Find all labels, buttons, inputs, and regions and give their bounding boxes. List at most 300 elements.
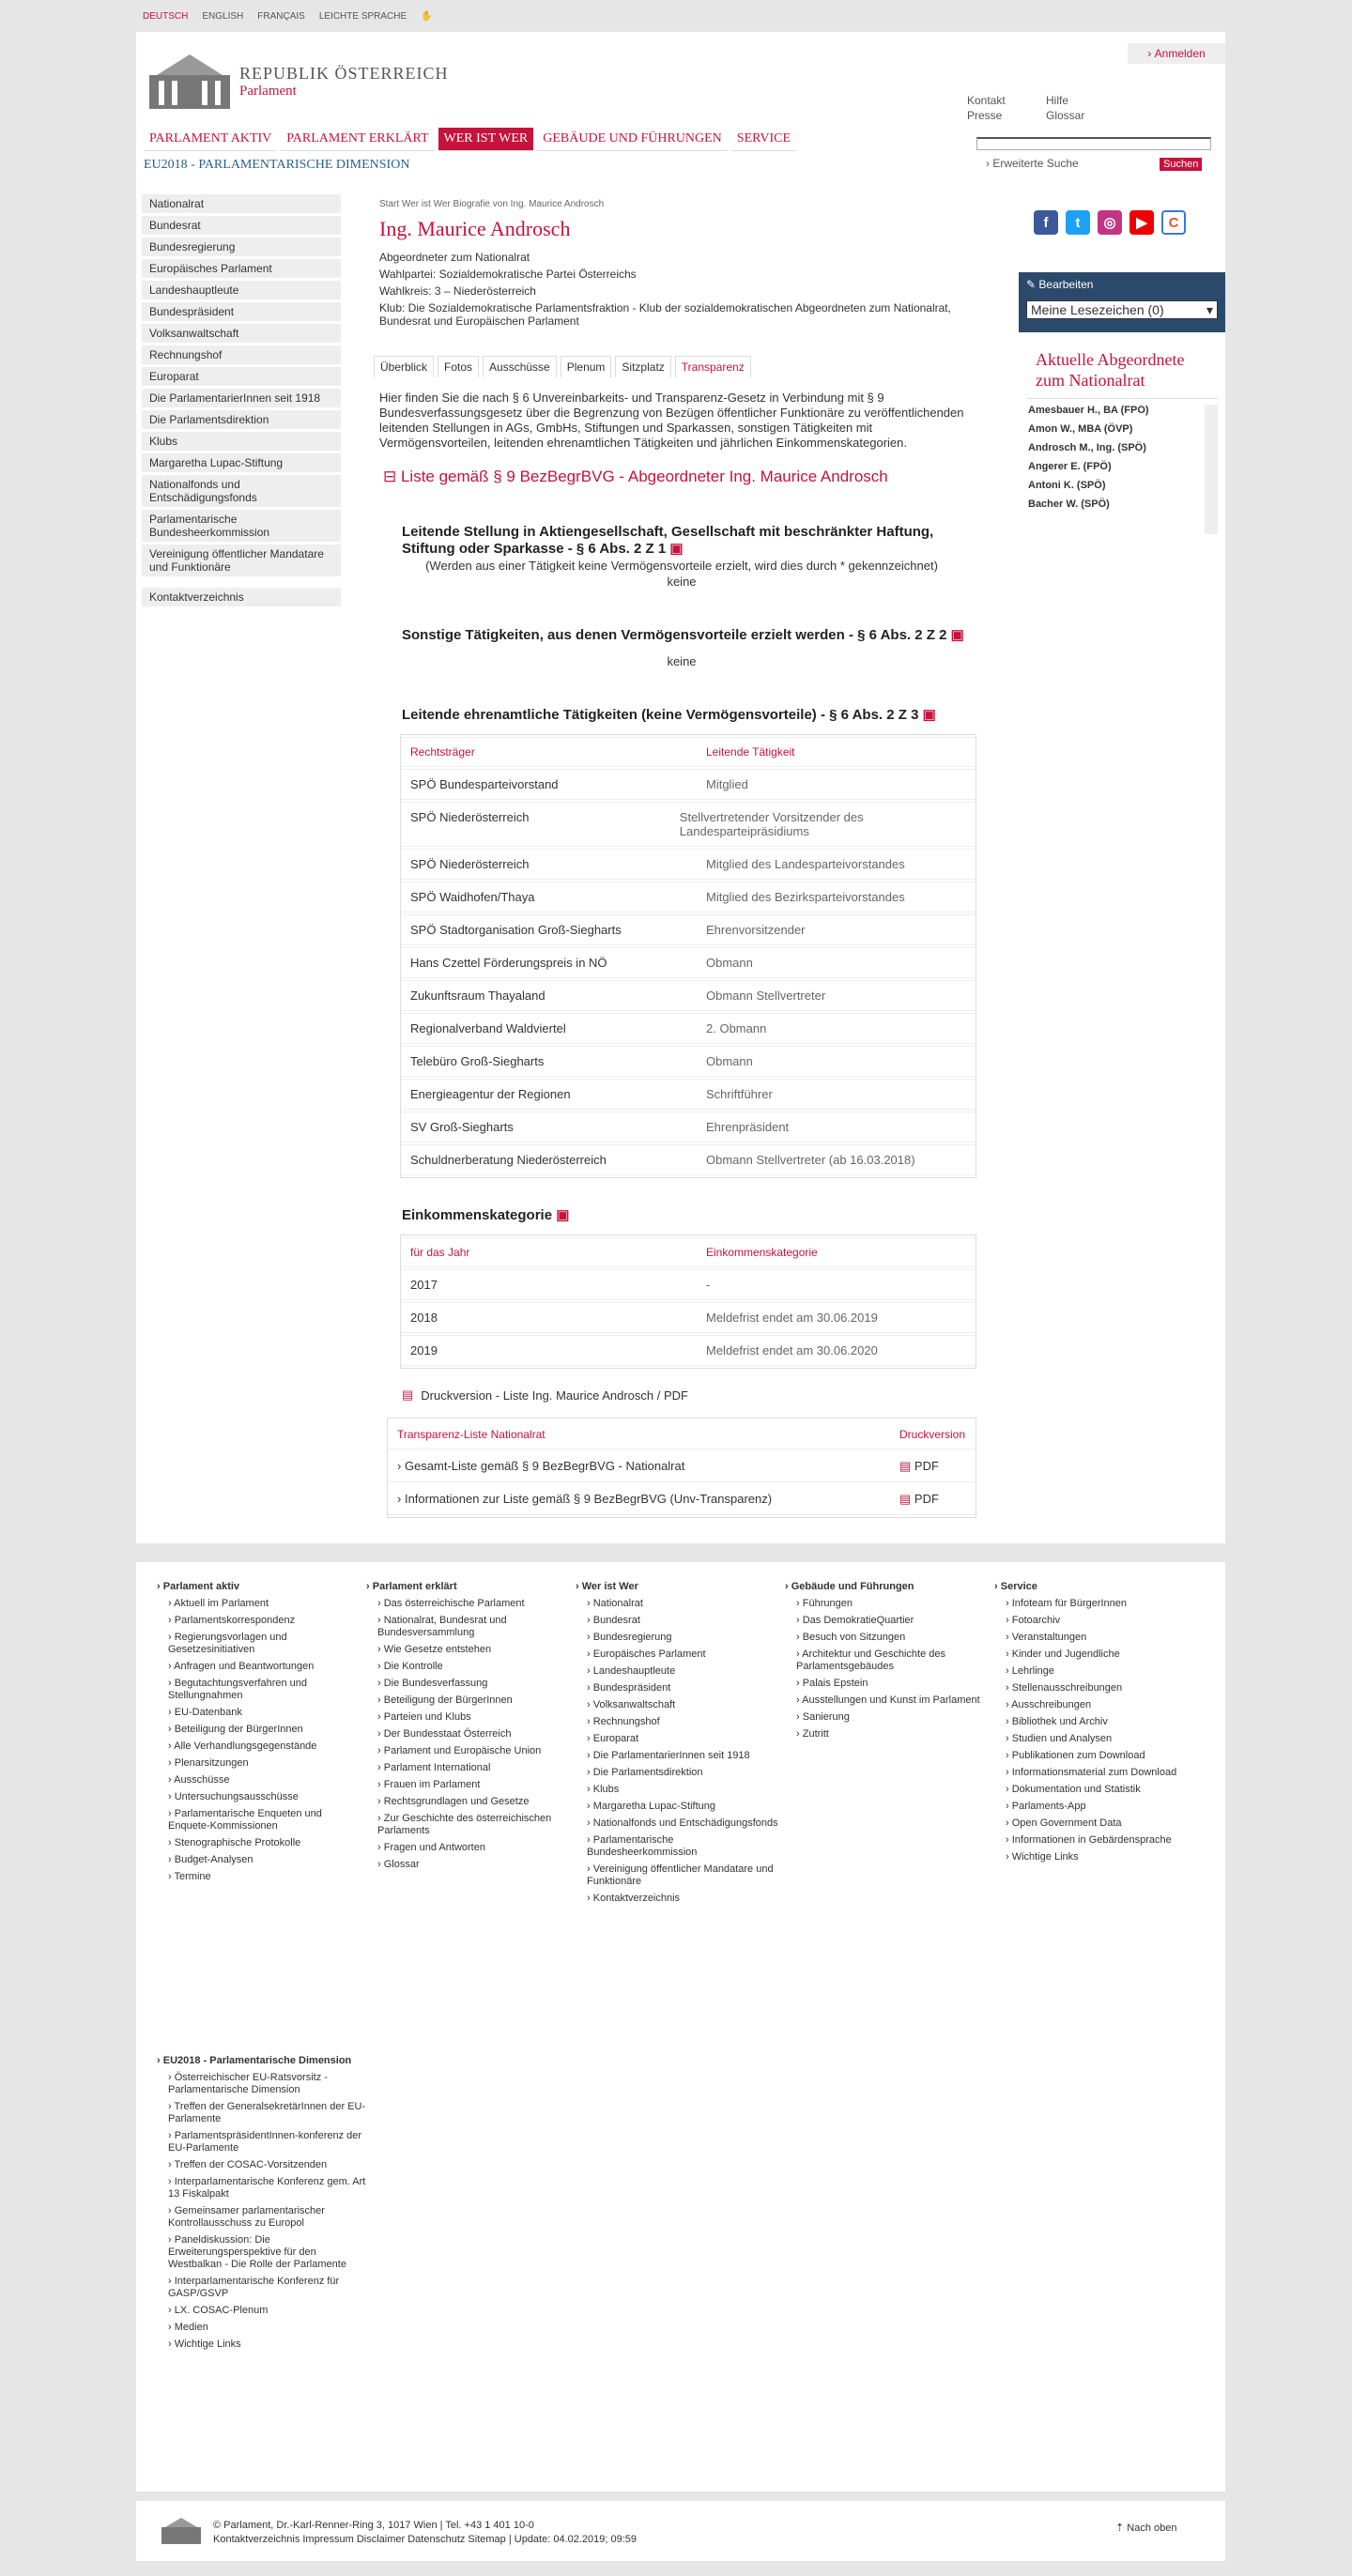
sidebar-item[interactable]: Landeshauptleute bbox=[142, 281, 341, 299]
footer-link[interactable] bbox=[1006, 1834, 1204, 1847]
footer-link[interactable] bbox=[587, 1733, 785, 1745]
nav-parlament-erklaert[interactable]: PARLAMENT ERKLÄRT bbox=[281, 128, 434, 151]
footer-link[interactable] bbox=[377, 1615, 576, 1639]
footer-link-label: Ausschüsse bbox=[174, 1774, 230, 1786]
footer-link[interactable] bbox=[168, 1757, 366, 1770]
chevron-right-icon: › bbox=[377, 1796, 384, 1807]
footer-link[interactable] bbox=[377, 1644, 576, 1656]
chevron-right-icon: › bbox=[168, 2072, 175, 2083]
footer-link[interactable] bbox=[168, 1632, 366, 1656]
footer-link[interactable] bbox=[1006, 1801, 1204, 1813]
facebook-icon[interactable]: f bbox=[1034, 210, 1058, 235]
sidebar-item[interactable]: Europarat bbox=[142, 367, 341, 386]
sidebar-item[interactable]: Die ParlamentarierInnen seit 1918 bbox=[142, 389, 341, 407]
address: © Parlament, Dr.-Karl-Renner-Ring 3, 1017 Wien | Tel. +43 1 401 10-0 bbox=[213, 2520, 534, 2531]
footer-link[interactable] bbox=[796, 1678, 994, 1690]
footer-link[interactable] bbox=[168, 2101, 366, 2125]
footer-link-label: Wichtige Links bbox=[174, 2338, 241, 2350]
table-row bbox=[401, 1112, 976, 1142]
chevron-right-icon: › bbox=[168, 1707, 175, 1718]
footer-link-label: Open Government Data bbox=[1011, 1817, 1122, 1829]
footer-heading[interactable] bbox=[157, 1581, 366, 1592]
footer-link[interactable] bbox=[587, 1682, 785, 1694]
sidebar-item[interactable]: Europäisches Parlament bbox=[142, 259, 341, 278]
footer-link[interactable] bbox=[168, 1598, 366, 1610]
footer-link[interactable] bbox=[377, 1762, 576, 1774]
chevron-right-icon: › bbox=[587, 1699, 593, 1710]
footer-link[interactable] bbox=[796, 1728, 994, 1740]
breadcrumb[interactable]: Start Wer ist Wer Biografie von Ing. Maurice Androsch bbox=[379, 199, 605, 209]
footer-link-label: Architektur und Geschichte des Parlamentsgebäudes bbox=[796, 1648, 945, 1672]
chevron-right-icon: › bbox=[168, 2276, 175, 2287]
instagram-icon[interactable]: ◎ bbox=[1098, 210, 1122, 235]
footer-link[interactable] bbox=[587, 1716, 785, 1728]
footer-link-label: Wichtige Links bbox=[1011, 1851, 1079, 1863]
footer-link[interactable] bbox=[796, 1648, 994, 1673]
table-row bbox=[388, 1451, 976, 1482]
table-row bbox=[401, 1269, 976, 1300]
footer-link[interactable] bbox=[1006, 1632, 1204, 1644]
chevron-right-icon: › bbox=[168, 2322, 175, 2333]
footer-link[interactable] bbox=[168, 2176, 366, 2200]
footer-link[interactable] bbox=[796, 1615, 994, 1627]
footer-link-label: Interparlamentarische Konferenz gem. Art 13 Fiskalpakt bbox=[168, 2176, 366, 2200]
footer-link[interactable] bbox=[587, 1817, 785, 1830]
bookmark-panel bbox=[1019, 272, 1225, 332]
footer-link[interactable] bbox=[168, 1724, 366, 1736]
link-presse[interactable]: Presse bbox=[967, 109, 1003, 122]
nav-parlament-aktiv[interactable]: PARLAMENT AKTIV bbox=[144, 128, 277, 151]
list-link-label: Gesamt-Liste gemäß § 9 BezBegrBVG - Nationalrat bbox=[404, 1459, 685, 1473]
info-icon[interactable]: ▣ bbox=[922, 707, 936, 723]
footer-link-label: Untersuchungsausschüsse bbox=[174, 1791, 299, 1802]
footer-link-label: Termine bbox=[174, 1871, 211, 1882]
footer-link[interactable] bbox=[587, 1893, 785, 1905]
table-row bbox=[401, 882, 976, 912]
chevron-right-icon: › bbox=[1006, 1801, 1012, 1812]
footer-link[interactable] bbox=[1006, 1682, 1204, 1694]
footer-link[interactable] bbox=[168, 2234, 366, 2271]
footer-link-label: Nationalfonds und Entschädigungsfonds bbox=[592, 1817, 778, 1829]
footer-link-label: EU-Datenbank bbox=[174, 1707, 242, 1718]
footer-link-label: Treffen der COSAC-Vorsitzenden bbox=[174, 2159, 328, 2170]
footer-link[interactable] bbox=[1006, 1817, 1204, 1830]
nav-service[interactable]: SERVICE bbox=[731, 128, 796, 151]
member-item[interactable]: Antoni K. (SPÖ) bbox=[1028, 480, 1106, 491]
footer-link[interactable] bbox=[168, 1615, 366, 1627]
logo[interactable] bbox=[147, 51, 449, 113]
footer-link[interactable] bbox=[377, 1859, 576, 1871]
footer-link-label: Kinder und Jugendliche bbox=[1011, 1648, 1120, 1660]
footer-link[interactable] bbox=[1006, 1767, 1204, 1779]
footer-link[interactable] bbox=[168, 2276, 366, 2300]
footer-link[interactable] bbox=[377, 1779, 576, 1791]
chevron-right-icon: › bbox=[1006, 1767, 1012, 1778]
chevron-right-icon: › bbox=[168, 1678, 175, 1689]
footer-link[interactable] bbox=[168, 2130, 366, 2154]
sidebar-item[interactable]: Rechnungshof bbox=[142, 345, 341, 364]
advanced-search-link[interactable]: › Erweiterte Suche bbox=[986, 157, 1079, 170]
chevron-right-icon: › bbox=[1006, 1733, 1012, 1744]
footer-link[interactable] bbox=[1006, 1648, 1204, 1661]
footer-link[interactable] bbox=[1006, 1750, 1204, 1762]
main-nav bbox=[144, 128, 800, 151]
sidebar-item[interactable]: Klubs bbox=[142, 432, 341, 451]
footer-link[interactable] bbox=[377, 1728, 576, 1740]
chevron-right-icon: › bbox=[377, 1598, 384, 1609]
transparency-list-table bbox=[387, 1418, 976, 1518]
footer-link-label: Parlamentarische Bundesheerkommission bbox=[587, 1834, 698, 1858]
print-link[interactable] bbox=[402, 1388, 990, 1403]
sidebar-item[interactable]: Kontaktverzeichnis bbox=[142, 588, 341, 606]
footer-link[interactable] bbox=[377, 1813, 576, 1837]
footer-heading[interactable] bbox=[785, 1581, 994, 1592]
table-cell: Meldefrist endet am 30.06.2020 bbox=[706, 1343, 878, 1357]
sidebar-item[interactable]: Die Parlamentsdirektion bbox=[142, 410, 341, 429]
footer-link[interactable] bbox=[587, 1648, 785, 1661]
sidebar-item[interactable]: Margaretha Lupac-Stiftung bbox=[142, 453, 341, 472]
footer-link[interactable] bbox=[587, 1699, 785, 1711]
tab-sitzplatz[interactable]: Sitzplatz bbox=[615, 356, 670, 377]
chevron-right-icon: › bbox=[587, 1767, 593, 1778]
table-cell: Obmann Stellvertreter (ab 16.03.2018) bbox=[706, 1153, 915, 1167]
footer-link[interactable] bbox=[1006, 1615, 1204, 1627]
footer-link-label: Zutritt bbox=[802, 1728, 829, 1740]
link-glossar[interactable]: Glossar bbox=[1046, 109, 1085, 122]
table-row bbox=[401, 1335, 976, 1366]
table-row bbox=[401, 849, 976, 880]
right-sidebar bbox=[1019, 192, 1225, 537]
member-item[interactable]: Amon W., MBA (ÖVP) bbox=[1028, 423, 1133, 435]
bottom-bar bbox=[136, 2501, 1225, 2561]
sidebar-item[interactable]: Parlamentarische Bundesheerkommission bbox=[142, 510, 341, 542]
chevron-right-icon: › bbox=[994, 1581, 1001, 1592]
footer-link[interactable] bbox=[377, 1694, 576, 1707]
footer-link[interactable] bbox=[168, 2322, 366, 2334]
table-cell: Ehrenvorsitzender bbox=[706, 923, 806, 937]
youtube-icon[interactable]: ▶ bbox=[1129, 210, 1154, 235]
column-header: für das Jahr bbox=[410, 1246, 470, 1259]
footer-column bbox=[157, 2055, 366, 2473]
footer-link[interactable] bbox=[587, 1750, 785, 1762]
footer-link[interactable] bbox=[168, 2205, 366, 2230]
footer-heading[interactable] bbox=[157, 2055, 366, 2066]
tab-plenum[interactable]: Plenum bbox=[561, 356, 612, 377]
tab-ausschuesse[interactable]: Ausschüsse bbox=[483, 356, 557, 377]
sign-language-icon[interactable]: ✋ bbox=[421, 11, 433, 22]
member-item[interactable]: Bacher W. (SPÖ) bbox=[1028, 498, 1110, 510]
chevron-right-icon: › bbox=[168, 2159, 175, 2170]
footer-link[interactable] bbox=[168, 2338, 366, 2351]
footer-link[interactable] bbox=[377, 1678, 576, 1690]
advanced-search-label: Erweiterte Suche bbox=[992, 157, 1079, 170]
sidebar-item[interactable]: Nationalfonds und Entschädigungsfonds bbox=[142, 475, 341, 507]
header-links bbox=[967, 94, 1121, 122]
search-button[interactable]: Suchen bbox=[1160, 158, 1202, 171]
footer-link[interactable] bbox=[377, 1842, 576, 1854]
chevron-right-icon: › bbox=[1006, 1834, 1012, 1846]
footer-link[interactable] bbox=[377, 1598, 576, 1610]
chevron-right-icon: › bbox=[796, 1711, 803, 1723]
pdf-link-label: PDF bbox=[914, 1492, 939, 1506]
footer-link[interactable] bbox=[1006, 1851, 1204, 1863]
footer-link[interactable] bbox=[796, 1632, 994, 1644]
tab-transparenz[interactable]: Transparenz bbox=[675, 356, 751, 377]
footer-heading[interactable] bbox=[994, 1581, 1204, 1592]
bookmark-panel-title bbox=[1026, 278, 1218, 291]
chevron-right-icon: › bbox=[168, 1791, 175, 1802]
chevron-right-icon: › bbox=[587, 1682, 593, 1694]
footer-column bbox=[785, 1581, 994, 2027]
chevron-right-icon: › bbox=[168, 2305, 175, 2316]
info-icon[interactable]: ▣ bbox=[950, 627, 964, 643]
section-heading bbox=[402, 1206, 990, 1223]
footer-link[interactable] bbox=[1006, 1784, 1204, 1796]
arrow-up-icon: ⇡ bbox=[1115, 2522, 1128, 2534]
footer-link-label: Plenarsitzungen bbox=[174, 1757, 249, 1769]
sidebar-item[interactable]: Volksanwaltschaft bbox=[142, 324, 341, 343]
chevron-right-icon: › bbox=[168, 1724, 175, 1735]
footer-link[interactable] bbox=[587, 1598, 785, 1610]
footer-link[interactable] bbox=[377, 1661, 576, 1673]
login-button[interactable] bbox=[1128, 43, 1225, 64]
footer-link-label: Wie Gesetze entstehen bbox=[383, 1644, 492, 1655]
footer-link-label: Stenographische Protokolle bbox=[174, 1837, 301, 1848]
footer-link[interactable] bbox=[796, 1711, 994, 1724]
footer-link[interactable] bbox=[168, 1740, 366, 1753]
tab-ueberblick[interactable]: Überblick bbox=[374, 356, 434, 377]
bookmarks-select[interactable] bbox=[1026, 300, 1218, 319]
footer-link[interactable] bbox=[1006, 1716, 1204, 1728]
footer-link[interactable] bbox=[1006, 1598, 1204, 1610]
parliament-logo-icon[interactable] bbox=[161, 2516, 202, 2546]
footer-heading-label: Service bbox=[1000, 1581, 1037, 1592]
link-hilfe[interactable]: Hilfe bbox=[1046, 94, 1069, 107]
sidebar-item[interactable]: Bundesrat bbox=[142, 216, 341, 235]
footer-link[interactable] bbox=[168, 1791, 366, 1803]
sidebar-item[interactable]: Vereinigung öffentlicher Mandatare und Funktionäre bbox=[142, 544, 341, 576]
footer-link-label: Landeshauptleute bbox=[592, 1665, 676, 1677]
footer-heading[interactable] bbox=[366, 1581, 576, 1592]
section-note: (Werden aus einer Tätigkeit keine Vermögensvorteile erzielt, wird dies durch * gekennzeichnet) bbox=[425, 559, 938, 573]
chevron-right-icon: › bbox=[168, 2234, 175, 2246]
chevron-right-icon: › bbox=[168, 2130, 175, 2141]
link-kontakt[interactable]: Kontakt bbox=[967, 94, 1006, 107]
table-cell: Zukunftsraum Thayaland bbox=[410, 989, 545, 1003]
print-link-label: Druckversion - Liste Ing. Maurice Androsch / PDF bbox=[421, 1388, 688, 1403]
footer-link[interactable] bbox=[168, 2305, 366, 2317]
footer-link[interactable] bbox=[377, 1711, 576, 1724]
liste-heading[interactable] bbox=[383, 468, 990, 486]
footer-link[interactable] bbox=[168, 1837, 366, 1849]
footer-link[interactable] bbox=[587, 1834, 785, 1859]
chevron-right-icon: › bbox=[377, 1678, 384, 1689]
app-icon[interactable]: C bbox=[1161, 210, 1186, 235]
chevron-right-icon: › bbox=[1006, 1598, 1012, 1609]
member-item[interactable]: Angerer E. (FPÖ) bbox=[1028, 461, 1112, 472]
table-cell: Ehrenpräsident bbox=[706, 1120, 790, 1134]
footer-link-label: Der Bundesstaat Österreich bbox=[383, 1728, 512, 1740]
table-cell: Energieagentur der Regionen bbox=[410, 1087, 571, 1101]
spacer bbox=[374, 1518, 990, 1529]
chevron-right-icon: › bbox=[587, 1665, 593, 1677]
main-content bbox=[362, 192, 1001, 1529]
footer-link[interactable] bbox=[168, 2072, 366, 2096]
chevron-right-icon: › bbox=[576, 1581, 582, 1592]
chevron-right-icon: › bbox=[377, 1745, 384, 1756]
lang-francais[interactable]: FRANÇAIS bbox=[257, 11, 305, 22]
chevron-right-icon: › bbox=[587, 1632, 593, 1643]
footer-link-label: Sanierung bbox=[802, 1711, 850, 1723]
footer-link-label: Die Bundesverfassung bbox=[383, 1678, 488, 1689]
nav-wer-ist-wer[interactable]: WER IST WER bbox=[438, 128, 534, 151]
footer-link-label: Das DemokratieQuartier bbox=[802, 1615, 914, 1626]
footer-link[interactable] bbox=[587, 1767, 785, 1779]
pdf-icon: ▤ bbox=[899, 1492, 914, 1506]
lang-deutsch[interactable]: DEUTSCH bbox=[143, 11, 189, 22]
login-label: Anmelden bbox=[1154, 47, 1206, 60]
collapse-icon: ⊟ bbox=[383, 468, 401, 485]
chevron-right-icon: › bbox=[587, 1648, 593, 1660]
footer-info bbox=[213, 2520, 637, 2545]
chevron-right-icon: › bbox=[397, 1492, 405, 1506]
info-line: Wahlkreis: 3 – Niederösterreich bbox=[379, 284, 536, 298]
footer-link-label: Bundespräsident bbox=[592, 1682, 671, 1694]
language-bar bbox=[143, 11, 433, 22]
table-row bbox=[401, 1046, 976, 1077]
table-cell: Obmann Stellvertreter bbox=[706, 989, 826, 1003]
footer-link-label: Informationen in Gebärdensprache bbox=[1011, 1834, 1172, 1846]
table-row bbox=[401, 1302, 976, 1333]
chevron-right-icon: › bbox=[587, 1817, 593, 1829]
section-heading-label: Leitende Stellung in Aktiengesellschaft, Gesellschaft mit beschränkter Haftung, Stiftung oder Sparkasse - § 6 Abs. 2 Z 1 bbox=[402, 524, 934, 557]
footer-link-label: Budget-Analysen bbox=[174, 1854, 254, 1865]
section-heading-label: Leitende ehrenamtliche Tätigkeiten (keine Vermögensvorteile) - § 6 Abs. 2 Z 3 bbox=[402, 707, 919, 723]
pdf-link[interactable] bbox=[899, 1459, 939, 1474]
chevron-right-icon: › bbox=[1006, 1665, 1012, 1677]
pdf-icon: ▤ bbox=[899, 1459, 914, 1473]
lang-english[interactable]: ENGLISH bbox=[202, 11, 244, 22]
search-input[interactable] bbox=[976, 137, 1211, 150]
pdf-link[interactable] bbox=[899, 1492, 939, 1507]
footer-link-label: Kontaktverzeichnis bbox=[592, 1893, 681, 1904]
footer-link-label: Volksanwaltschaft bbox=[592, 1699, 676, 1710]
tabs bbox=[374, 356, 990, 377]
table-cell: SV Groß-Siegharts bbox=[410, 1120, 514, 1134]
footer-link[interactable] bbox=[168, 1678, 366, 1702]
footer-link[interactable] bbox=[168, 1707, 366, 1719]
footer-link[interactable] bbox=[796, 1598, 994, 1610]
nav-eu2018[interactable]: EU2018 - PARLAMENTARISCHE DIMENSION bbox=[144, 158, 410, 172]
chevron-right-icon: › bbox=[1006, 1699, 1012, 1710]
chevron-right-icon: › bbox=[1006, 1716, 1012, 1727]
footer-link[interactable] bbox=[1006, 1665, 1204, 1678]
footer-link-label: Alle Verhandlungsgegenstände bbox=[174, 1740, 317, 1752]
chevron-right-icon: › bbox=[587, 1784, 593, 1795]
section-heading-label: Einkommenskategorie bbox=[402, 1207, 553, 1223]
footer-link[interactable] bbox=[168, 1774, 366, 1786]
footer-link[interactable] bbox=[168, 1808, 366, 1832]
chevron-right-icon: › bbox=[796, 1728, 803, 1740]
info-icon[interactable]: ▣ bbox=[669, 541, 684, 557]
table-cell: 2019 bbox=[410, 1343, 438, 1357]
footer-link[interactable] bbox=[587, 1665, 785, 1678]
footer-link[interactable] bbox=[168, 2159, 366, 2171]
tab-fotos[interactable]: Fotos bbox=[438, 356, 479, 377]
footer-link[interactable] bbox=[587, 1801, 785, 1813]
table-cell: - bbox=[706, 1278, 711, 1292]
sidebar-item[interactable]: Bundesregierung bbox=[142, 238, 341, 256]
sidebar-item[interactable]: Nationalrat bbox=[142, 194, 341, 213]
footer-links[interactable]: Kontaktverzeichnis Impressum Disclaimer Datenschutz Sitemap | Update: 04.02.2019; 09:59 bbox=[213, 2534, 638, 2545]
list-link[interactable] bbox=[397, 1459, 899, 1474]
chevron-right-icon: › bbox=[168, 1837, 175, 1848]
footer-link-label: Österreichischer EU-Ratsvorsitz - Parlamentarische Dimension bbox=[168, 2072, 328, 2095]
chevron-right-icon: › bbox=[1006, 1784, 1012, 1795]
chevron-right-icon: › bbox=[377, 1813, 384, 1824]
section-heading bbox=[402, 626, 990, 643]
footer-link[interactable] bbox=[796, 1694, 994, 1707]
current-members-list[interactable] bbox=[1026, 405, 1218, 534]
footer-link[interactable] bbox=[168, 1854, 366, 1866]
member-item[interactable]: Androsch M., Ing. (SPÖ) bbox=[1028, 442, 1146, 453]
footer-link-label: Treffen der GeneralsekretärInnen der EU-Parlamente bbox=[168, 2101, 366, 2124]
lang-leichte-sprache[interactable]: LEICHTE SPRACHE bbox=[318, 11, 407, 22]
table-cell: SPÖ Waidhofen/Thaya bbox=[410, 890, 535, 904]
footer-link[interactable] bbox=[587, 1615, 785, 1627]
chevron-right-icon: › bbox=[377, 1661, 384, 1672]
footer-link-label: Gemeinsamer parlamentarischer Kontrollausschuss zu Europol bbox=[168, 2205, 325, 2229]
column-header: Rechtsträger bbox=[410, 745, 475, 759]
chevron-right-icon: › bbox=[1006, 1615, 1012, 1626]
list-link[interactable] bbox=[397, 1492, 899, 1507]
footer-link[interactable] bbox=[587, 1632, 785, 1644]
footer-link[interactable] bbox=[168, 1661, 366, 1673]
chevron-right-icon: › bbox=[796, 1598, 803, 1609]
footer-link-label: ParlamentspräsidentInnen-konferenz der EU-Parlamente bbox=[168, 2130, 362, 2154]
footer-link[interactable] bbox=[168, 1871, 366, 1883]
back-to-top[interactable] bbox=[1115, 2522, 1177, 2534]
footer-link[interactable] bbox=[587, 1863, 785, 1888]
ehrenamt-table bbox=[400, 734, 976, 1178]
sidebar-item[interactable]: Bundespräsident bbox=[142, 302, 341, 321]
chevron-right-icon: › bbox=[1147, 47, 1155, 60]
footer-link[interactable] bbox=[377, 1745, 576, 1757]
footer-link-label: Klubs bbox=[592, 1784, 620, 1795]
info-icon[interactable]: ▣ bbox=[556, 1207, 570, 1223]
footer-link-label: Studien und Analysen bbox=[1011, 1733, 1113, 1744]
bookmark-panel-label: Bearbeiten bbox=[1038, 278, 1094, 291]
footer-link[interactable] bbox=[1006, 1733, 1204, 1745]
footer-link-label: Veranstaltungen bbox=[1011, 1632, 1087, 1643]
footer-heading[interactable] bbox=[576, 1581, 785, 1592]
table-row bbox=[401, 769, 976, 800]
twitter-icon[interactable]: t bbox=[1066, 210, 1090, 235]
chevron-right-icon: › bbox=[377, 1615, 384, 1626]
chevron-right-icon: › bbox=[587, 1834, 593, 1846]
column-header: Einkommenskategorie bbox=[706, 1246, 818, 1259]
current-members-panel bbox=[1019, 340, 1225, 537]
member-item[interactable]: Amesbauer H., BA (FPÖ) bbox=[1028, 405, 1149, 416]
footer-link[interactable] bbox=[377, 1796, 576, 1808]
table-cell: Stellvertretender Vorsitzender des Landesparteipräsidiums bbox=[679, 810, 864, 838]
footer-column bbox=[576, 1581, 785, 2027]
nav-gebaeude[interactable]: GEBÄUDE UND FÜHRUNGEN bbox=[537, 128, 728, 151]
table-row bbox=[401, 1013, 976, 1044]
footer-link[interactable] bbox=[1006, 1699, 1204, 1711]
footer-link[interactable] bbox=[587, 1784, 785, 1796]
footer-heading-label: Gebäude und Führungen bbox=[791, 1581, 914, 1592]
